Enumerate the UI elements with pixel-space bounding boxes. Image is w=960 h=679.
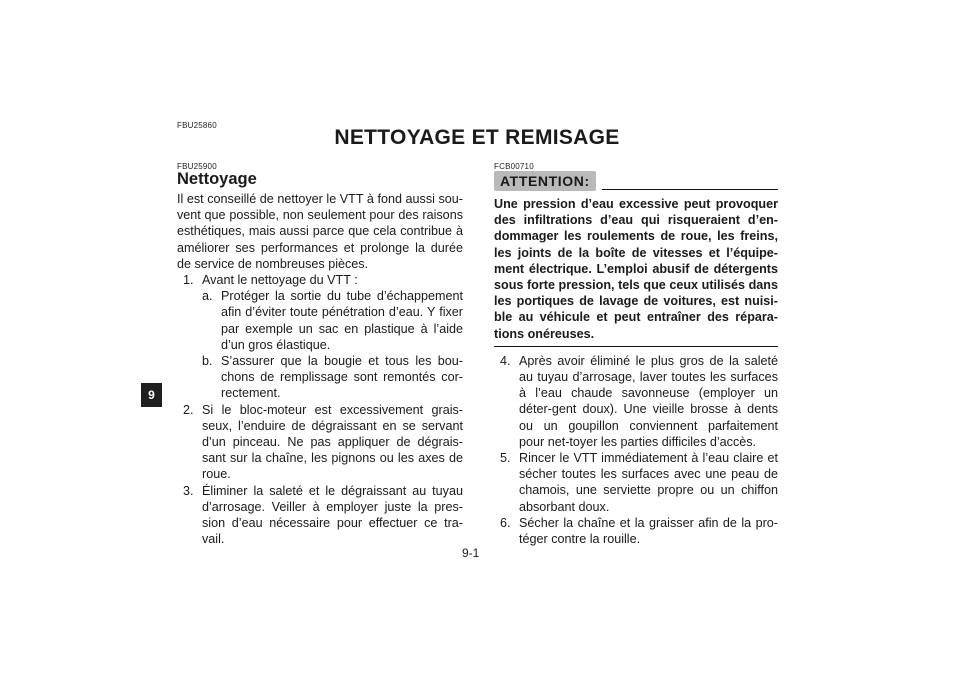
section-reference-code: FBU25900 xyxy=(177,162,217,171)
step-text: Rincer le VTT immédiatement à l’eau claire et sécher toutes les surfaces avec une peau de chamois, une serviette propre ou un chiffon absorbant doux. xyxy=(519,451,778,514)
page-title: NETTOYAGE ET REMISAGE xyxy=(334,126,620,149)
step-text: Avant le nettoyage du VTT : xyxy=(202,273,358,288)
step-4 xyxy=(494,353,778,450)
right-column xyxy=(494,169,778,547)
substep-letter: b. xyxy=(202,354,213,369)
chapter-tab: 9 xyxy=(141,383,162,407)
step-3 xyxy=(177,483,463,548)
step-1a xyxy=(177,288,463,353)
section-heading: Nettoyage xyxy=(177,170,257,188)
page-number: 9-1 xyxy=(462,546,480,560)
step-number: 2. xyxy=(183,402,194,417)
left-column xyxy=(177,169,463,547)
intro-paragraph: Il est conseillé de nettoyer le VTT à fond aussi sou-vent que possible, non seulement pour des raisons esthétiques, mais aussi parce que cela contribue à améliorer ses performances et prolonge la durée de service de nombreuses pièces. xyxy=(177,192,463,271)
substep-text: S’assurer que la bougie et tous les bou-chons de remplissage sont remontés cor-rectement. xyxy=(221,354,463,401)
step-text: Si le bloc-moteur est excessivement grais-seux, l’enduire de dégraissant en se servant d’un pinceau. Ne pas appliquer de dégrais-sant sur la chaîne, les pignons ou les axes de roue. xyxy=(202,402,463,482)
step-number: 3. xyxy=(183,483,194,498)
step-5 xyxy=(494,450,778,515)
step-number: 6. xyxy=(500,515,511,530)
caution-header xyxy=(494,169,778,191)
step-6 xyxy=(494,515,778,547)
step-text: Après avoir éliminé le plus gros de la saleté au tuyau d’arrosage, laver toutes les surfaces à l’eau chaude savonneuse (employer un déter-gent doux). Une vieille brosse à dents ou un goupillon conviennent parfaitement pour net-toyer les parties difficiles d’accès. xyxy=(519,353,778,449)
step-1b xyxy=(177,353,463,402)
step-number: 5. xyxy=(500,451,511,466)
chapter-reference-code: FBU25860 xyxy=(177,121,217,130)
step-number: 4. xyxy=(500,353,511,368)
substep-letter: a. xyxy=(202,289,213,304)
caution-rule xyxy=(602,189,778,190)
step-2 xyxy=(177,402,463,483)
caution-label: ATTENTION: xyxy=(494,171,596,191)
step-text: Éliminer la saleté et le dégraissant au tuyau d’arrosage. Veiller à employer juste la pres-sion d’eau nécessaire pour effectuer ce tra-vail. xyxy=(202,483,463,547)
step-1 xyxy=(177,272,463,288)
step-text: Sécher la chaîne et la graisser afin de la pro-téger contre la rouille. xyxy=(519,515,778,547)
caution-reference-code: FCB00710 xyxy=(494,162,534,171)
substep-text: Protéger la sortie du tube d’échappement afin d’éviter toute pénétration d’eau. Y fixer par exemple un sac en plastique à l’aide d’un gros élastique. xyxy=(221,289,463,352)
caution-text: Une pression d’eau excessive peut provoquer des infiltrations d’eau qui risqueraient d’en-dommager les roulements de roue, les freins, les joints de la boîte de vitesses et l’équipe-ment électrique. L’emploi abusif de détergents sous forte pression, tels que ceux utilisés dans les portiques de lavage de voitures, est nuisi-ble au véhicule et peut entraîner des répara-tions onéreuses. xyxy=(494,196,778,347)
step-number: 1. xyxy=(183,273,194,288)
